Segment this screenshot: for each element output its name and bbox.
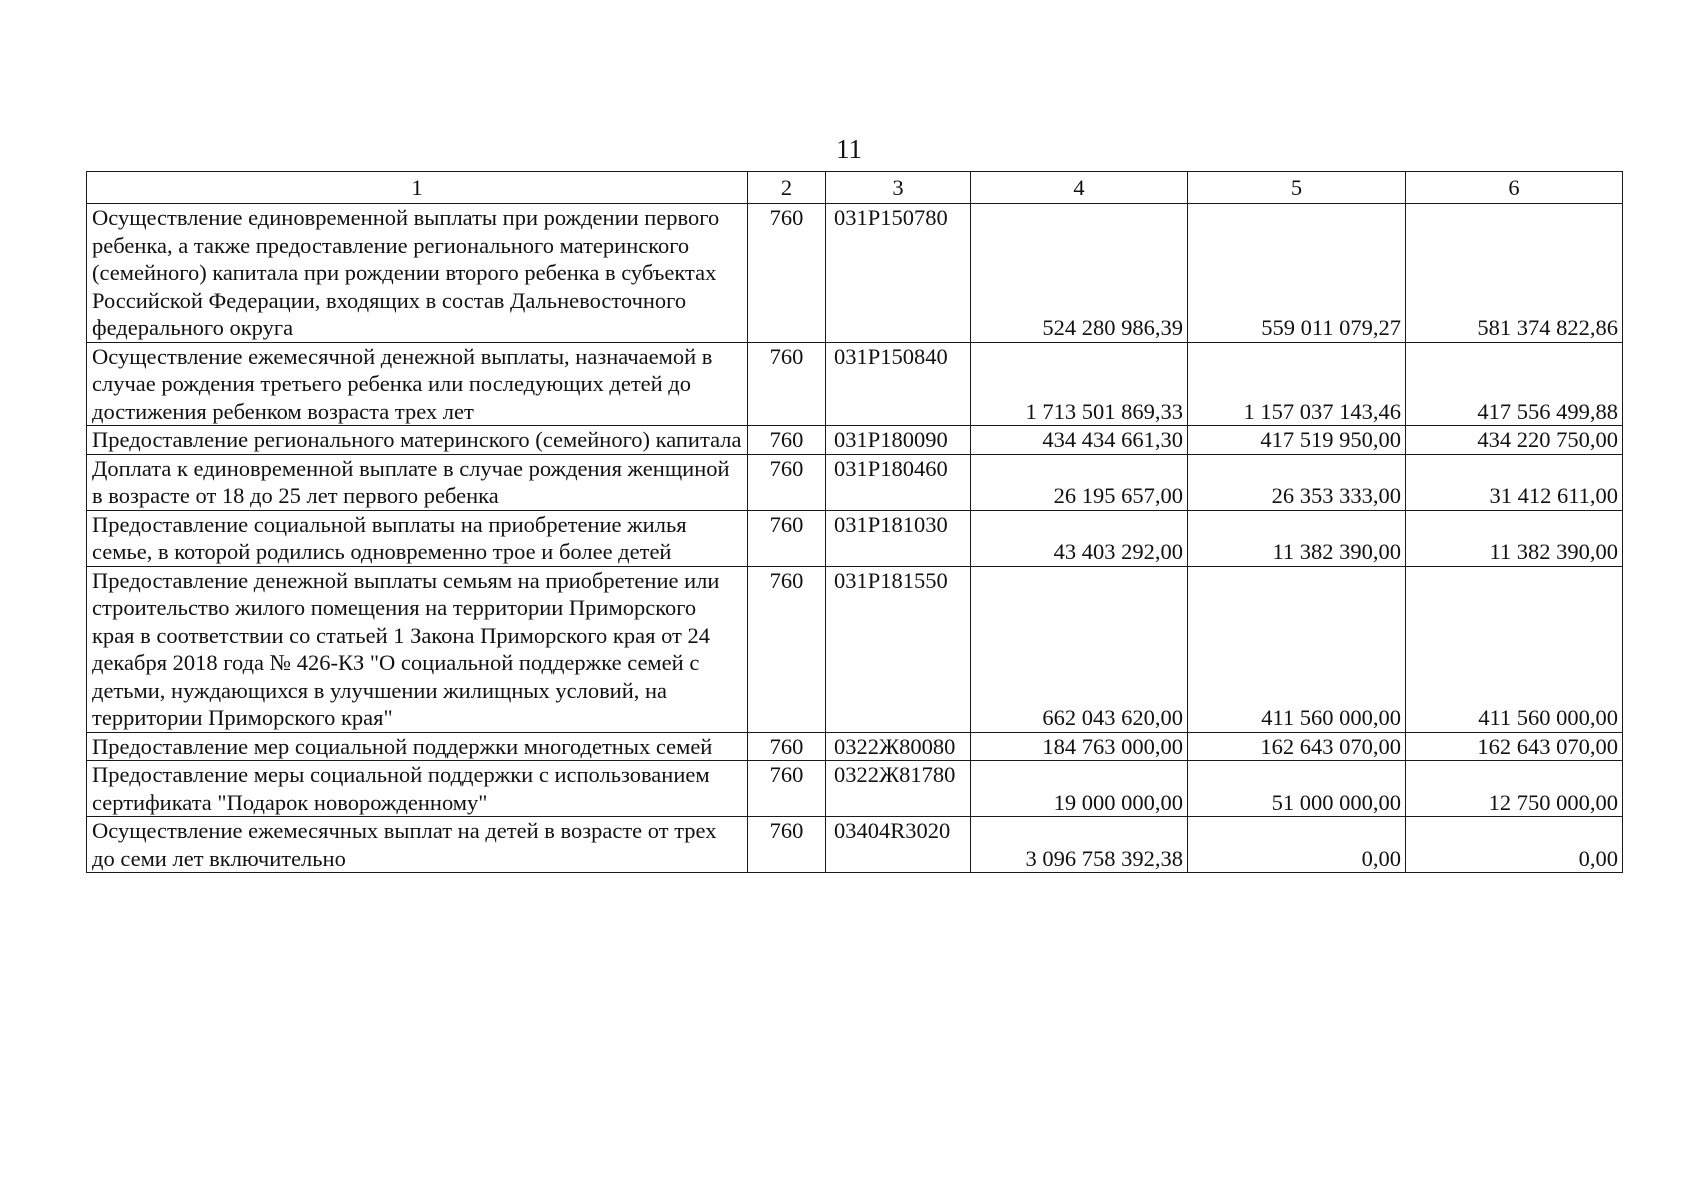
row-code: 0322Ж80080 (826, 732, 971, 761)
row-value-col5: 411 560 000,00 (1188, 566, 1406, 732)
row-name: Осуществление единовременной выплаты при рождении первого ребенка, а также предоставление регионального материнского (семейного) капитала при рождении второго ребенка в субъектах Российской Федерации, входящих в состав Дальневосточного федерального округа (87, 204, 748, 343)
row-grbs: 760 (748, 510, 826, 566)
row-name: Осуществление ежемесячной денежной выплаты, назначаемой в случае рождения третьего ребенка или последующих детей до достижения ребенком возраста трех лет (87, 342, 748, 426)
row-value-col5: 559 011 079,27 (1188, 204, 1406, 343)
row-value-col5: 0,00 (1188, 817, 1406, 873)
row-value-col4: 662 043 620,00 (971, 566, 1188, 732)
row-grbs: 760 (748, 426, 826, 455)
row-code: 031P180090 (826, 426, 971, 455)
row-value-col4: 434 434 661,30 (971, 426, 1188, 455)
row-value-col5: 417 519 950,00 (1188, 426, 1406, 455)
row-name: Предоставление мер социальной поддержки многодетных семей (87, 732, 748, 761)
column-header-3: 3 (826, 172, 971, 204)
row-value-col4: 184 763 000,00 (971, 732, 1188, 761)
row-value-col4: 3 096 758 392,38 (971, 817, 1188, 873)
table-row (87, 426, 1623, 455)
row-grbs: 760 (748, 761, 826, 817)
row-value-col6: 31 412 611,00 (1406, 454, 1623, 510)
row-grbs: 760 (748, 566, 826, 732)
row-value-col4: 26 195 657,00 (971, 454, 1188, 510)
table-row (87, 817, 1623, 873)
table-row (87, 454, 1623, 510)
row-code: 031P181550 (826, 566, 971, 732)
row-value-col5: 26 353 333,00 (1188, 454, 1406, 510)
row-grbs: 760 (748, 817, 826, 873)
row-grbs: 760 (748, 342, 826, 426)
table-row (87, 510, 1623, 566)
row-grbs: 760 (748, 204, 826, 343)
table-row (87, 566, 1623, 732)
row-value-col5: 11 382 390,00 (1188, 510, 1406, 566)
row-value-col6: 417 556 499,88 (1406, 342, 1623, 426)
row-name: Предоставление социальной выплаты на приобретение жилья семье, в которой родились одновременно трое и более детей (87, 510, 748, 566)
column-header-5: 5 (1188, 172, 1406, 204)
row-value-col6: 11 382 390,00 (1406, 510, 1623, 566)
row-name: Осуществление ежемесячных выплат на детей в возрасте от трех до семи лет включительно (87, 817, 748, 873)
page-number: 11 (836, 134, 862, 164)
row-value-col6: 162 643 070,00 (1406, 732, 1623, 761)
row-value-col6: 434 220 750,00 (1406, 426, 1623, 455)
row-code: 03404R3020 (826, 817, 971, 873)
row-value-col4: 524 280 986,39 (971, 204, 1188, 343)
row-value-col5: 162 643 070,00 (1188, 732, 1406, 761)
column-header-6: 6 (1406, 172, 1623, 204)
budget-table (86, 171, 1623, 873)
table-row (87, 732, 1623, 761)
column-header-2: 2 (748, 172, 826, 204)
row-value-col6: 12 750 000,00 (1406, 761, 1623, 817)
row-value-col5: 51 000 000,00 (1188, 761, 1406, 817)
row-code: 031P180460 (826, 454, 971, 510)
row-grbs: 760 (748, 732, 826, 761)
row-code: 031P150780 (826, 204, 971, 343)
row-code: 0322Ж81780 (826, 761, 971, 817)
row-name: Предоставление меры социальной поддержки с использованием сертификата "Подарок новорожденному" (87, 761, 748, 817)
row-name: Предоставление регионального материнского (семейного) капитала (87, 426, 748, 455)
table-row (87, 204, 1623, 343)
column-header-1: 1 (87, 172, 748, 204)
row-name: Доплата к единовременной выплате в случае рождения женщиной в возрасте от 18 до 25 лет первого ребенка (87, 454, 748, 510)
row-grbs: 760 (748, 454, 826, 510)
row-name: Предоставление денежной выплаты семьям на приобретение или строительство жилого помещения на территории Приморского края в соответствии со статьей 1 Закона Приморского края от 24 декабря 2018 года № 426-КЗ "О социальной поддержке семей с детьми, нуждающихся в улучшении жилищных условий, на территории Приморского края" (87, 566, 748, 732)
row-value-col5: 1 157 037 143,46 (1188, 342, 1406, 426)
row-value-col6: 581 374 822,86 (1406, 204, 1623, 343)
row-value-col4: 43 403 292,00 (971, 510, 1188, 566)
row-value-col6: 0,00 (1406, 817, 1623, 873)
row-code: 031P181030 (826, 510, 971, 566)
table-row (87, 761, 1623, 817)
row-value-col6: 411 560 000,00 (1406, 566, 1623, 732)
column-header-4: 4 (971, 172, 1188, 204)
row-value-col4: 19 000 000,00 (971, 761, 1188, 817)
row-code: 031P150840 (826, 342, 971, 426)
header-row (87, 172, 1623, 204)
row-value-col4: 1 713 501 869,33 (971, 342, 1188, 426)
table-row (87, 342, 1623, 426)
